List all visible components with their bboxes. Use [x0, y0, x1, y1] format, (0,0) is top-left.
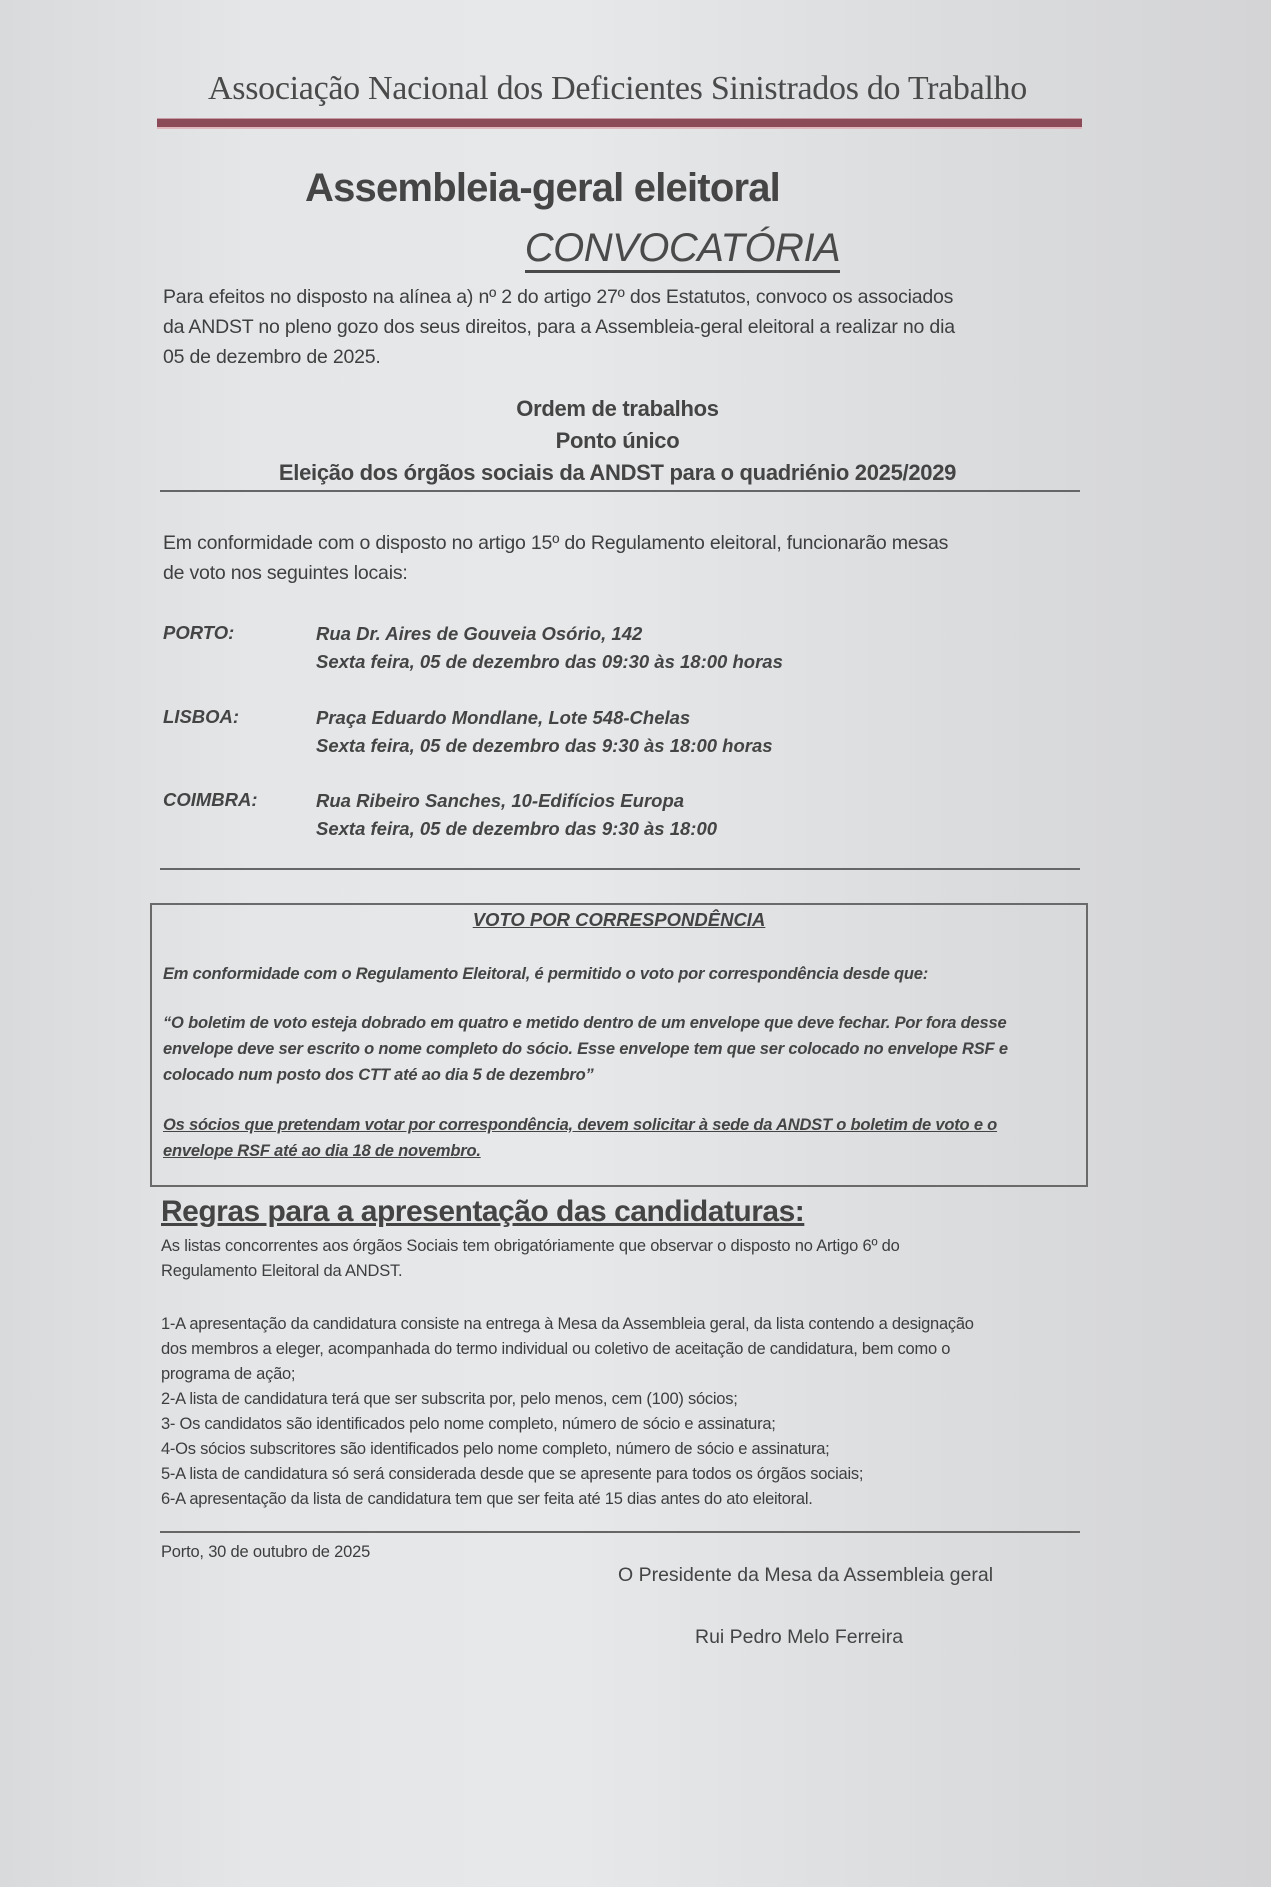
footer-divider — [160, 1531, 1080, 1533]
location-address: Rua Dr. Aires de Gouveia Osório, 142 — [316, 623, 643, 644]
locations-intro-line-1: Em conformidade com o disposto no artigo 15º do Regulamento eleitoral, funcionarão mesas — [163, 532, 949, 554]
location-schedule: Sexta feira, 05 de dezembro das 9:30 às 18:00 horas — [316, 735, 773, 756]
signatory-title: O Presidente da Mesa da Assembleia geral — [618, 1564, 994, 1586]
location-city: LISBOA: — [163, 706, 240, 727]
rule-item: 5-A lista de candidatura só será considerada desde que se apresente para todos os órgãos sociais; — [161, 1465, 864, 1483]
locations-intro-line-2: de voto nos seguintes locais: — [163, 562, 408, 584]
location-city: COIMBRA: — [163, 789, 258, 810]
rule-item: 1-A apresentação da candidatura consiste na entrega à Mesa da Assembleia geral, da lista contendo a designação — [161, 1315, 974, 1333]
location-address: Rua Ribeiro Sanches, 10-Edifícios Europa — [316, 790, 685, 811]
document-title: Assembleia-geral eleitoral — [305, 166, 780, 210]
rule-item: dos membros a eleger, acompanhada do termo individual ou coletivo de aceitação de candidatura, bem como o — [161, 1340, 951, 1358]
rules-intro-line-1: As listas concorrentes aos órgãos Sociais tem obrigatóriamente que observar o disposto no Artigo 6º do — [161, 1237, 900, 1255]
intro-line-2: da ANDST no pleno gozo dos seus direitos, para a Assembleia-geral eleitoral a realizar no dia — [163, 316, 955, 338]
mail-vote-quote-line-3: colocado num posto dos CTT até ao dia 5 de dezembro” — [163, 1066, 594, 1084]
intro-line-3: 05 de dezembro de 2025. — [163, 346, 381, 368]
signatory-name: Rui Pedro Melo Ferreira — [695, 1626, 904, 1648]
mail-vote-title-text: VOTO POR CORRESPONDÊNCIA — [472, 909, 766, 930]
mail-vote-intro: Em conformidade com o Regulamento Eleitoral, é permitido o voto por correspondência desde que: — [163, 965, 929, 983]
rule-item: 4-Os sócios subscritores são identificados pelo nome completo, número de sócio e assinatura; — [161, 1440, 830, 1458]
header-divider — [157, 118, 1082, 129]
mail-vote-quote-line-2: envelope deve ser escrito o nome completo do sócio. Esse envelope tem que ser colocado no envelope RSF e — [163, 1040, 1008, 1058]
rule-item: 3- Os candidatos são identificados pelo nome completo, número de sócio e assinatura; — [161, 1415, 776, 1433]
location-city: PORTO: — [163, 622, 235, 643]
mail-vote-quote-line-1: “O boletim de voto esteja dobrado em quatro e metido dentro de um envelope que deve fechar. Por fora desse — [163, 1014, 1007, 1032]
mail-vote-notice-line-2: envelope RSF até ao dia 18 de novembro. — [163, 1142, 481, 1160]
agenda-heading: Ordem de trabalhos — [516, 396, 719, 421]
agenda-point: Ponto único — [555, 428, 680, 453]
rule-item: 6-A apresentação da lista de candidatura tem que ser feita até 15 dias antes do ato eleitoral. — [161, 1490, 813, 1508]
rules-intro-line-2: Regulamento Eleitoral da ANDST. — [161, 1262, 403, 1280]
location-schedule: Sexta feira, 05 de dezembro das 09:30 às 18:00 horas — [316, 651, 783, 672]
agenda-item: Eleição dos órgãos sociais da ANDST para o quadriénio 2025/2029 — [278, 460, 957, 485]
rule-item: 2-A lista de candidatura terá que ser subscrita por, pelo menos, cem (100) sócios; — [161, 1390, 738, 1408]
mail-vote-notice-line-1: Os sócios que pretendam votar por correspondência, devem solicitar à sede da ANDST o boletim de voto e o — [163, 1116, 998, 1134]
place-date: Porto, 30 de outubro de 2025 — [161, 1543, 371, 1561]
rules-heading: Regras para a apresentação das candidaturas: — [161, 1195, 805, 1228]
intro-line-1: Para efeitos no disposto na alínea a) nº 2 do artigo 27º dos Estatutos, convoco os associados — [163, 286, 954, 308]
agenda-divider — [160, 490, 1080, 492]
organization-name: Associação Nacional dos Deficientes Sinistrados do Trabalho — [208, 70, 1027, 107]
rule-item: programa de ação; — [161, 1365, 296, 1383]
mail-vote-title — [150, 909, 1088, 931]
location-address: Praça Eduardo Mondlane, Lote 548-Chelas — [316, 707, 691, 728]
document-subtitle — [155, 226, 1080, 271]
locations-divider — [160, 868, 1080, 870]
location-schedule: Sexta feira, 05 de dezembro das 9:30 às 18:00 — [316, 818, 718, 839]
subtitle-text: CONVOCATÓRIA — [525, 226, 841, 273]
